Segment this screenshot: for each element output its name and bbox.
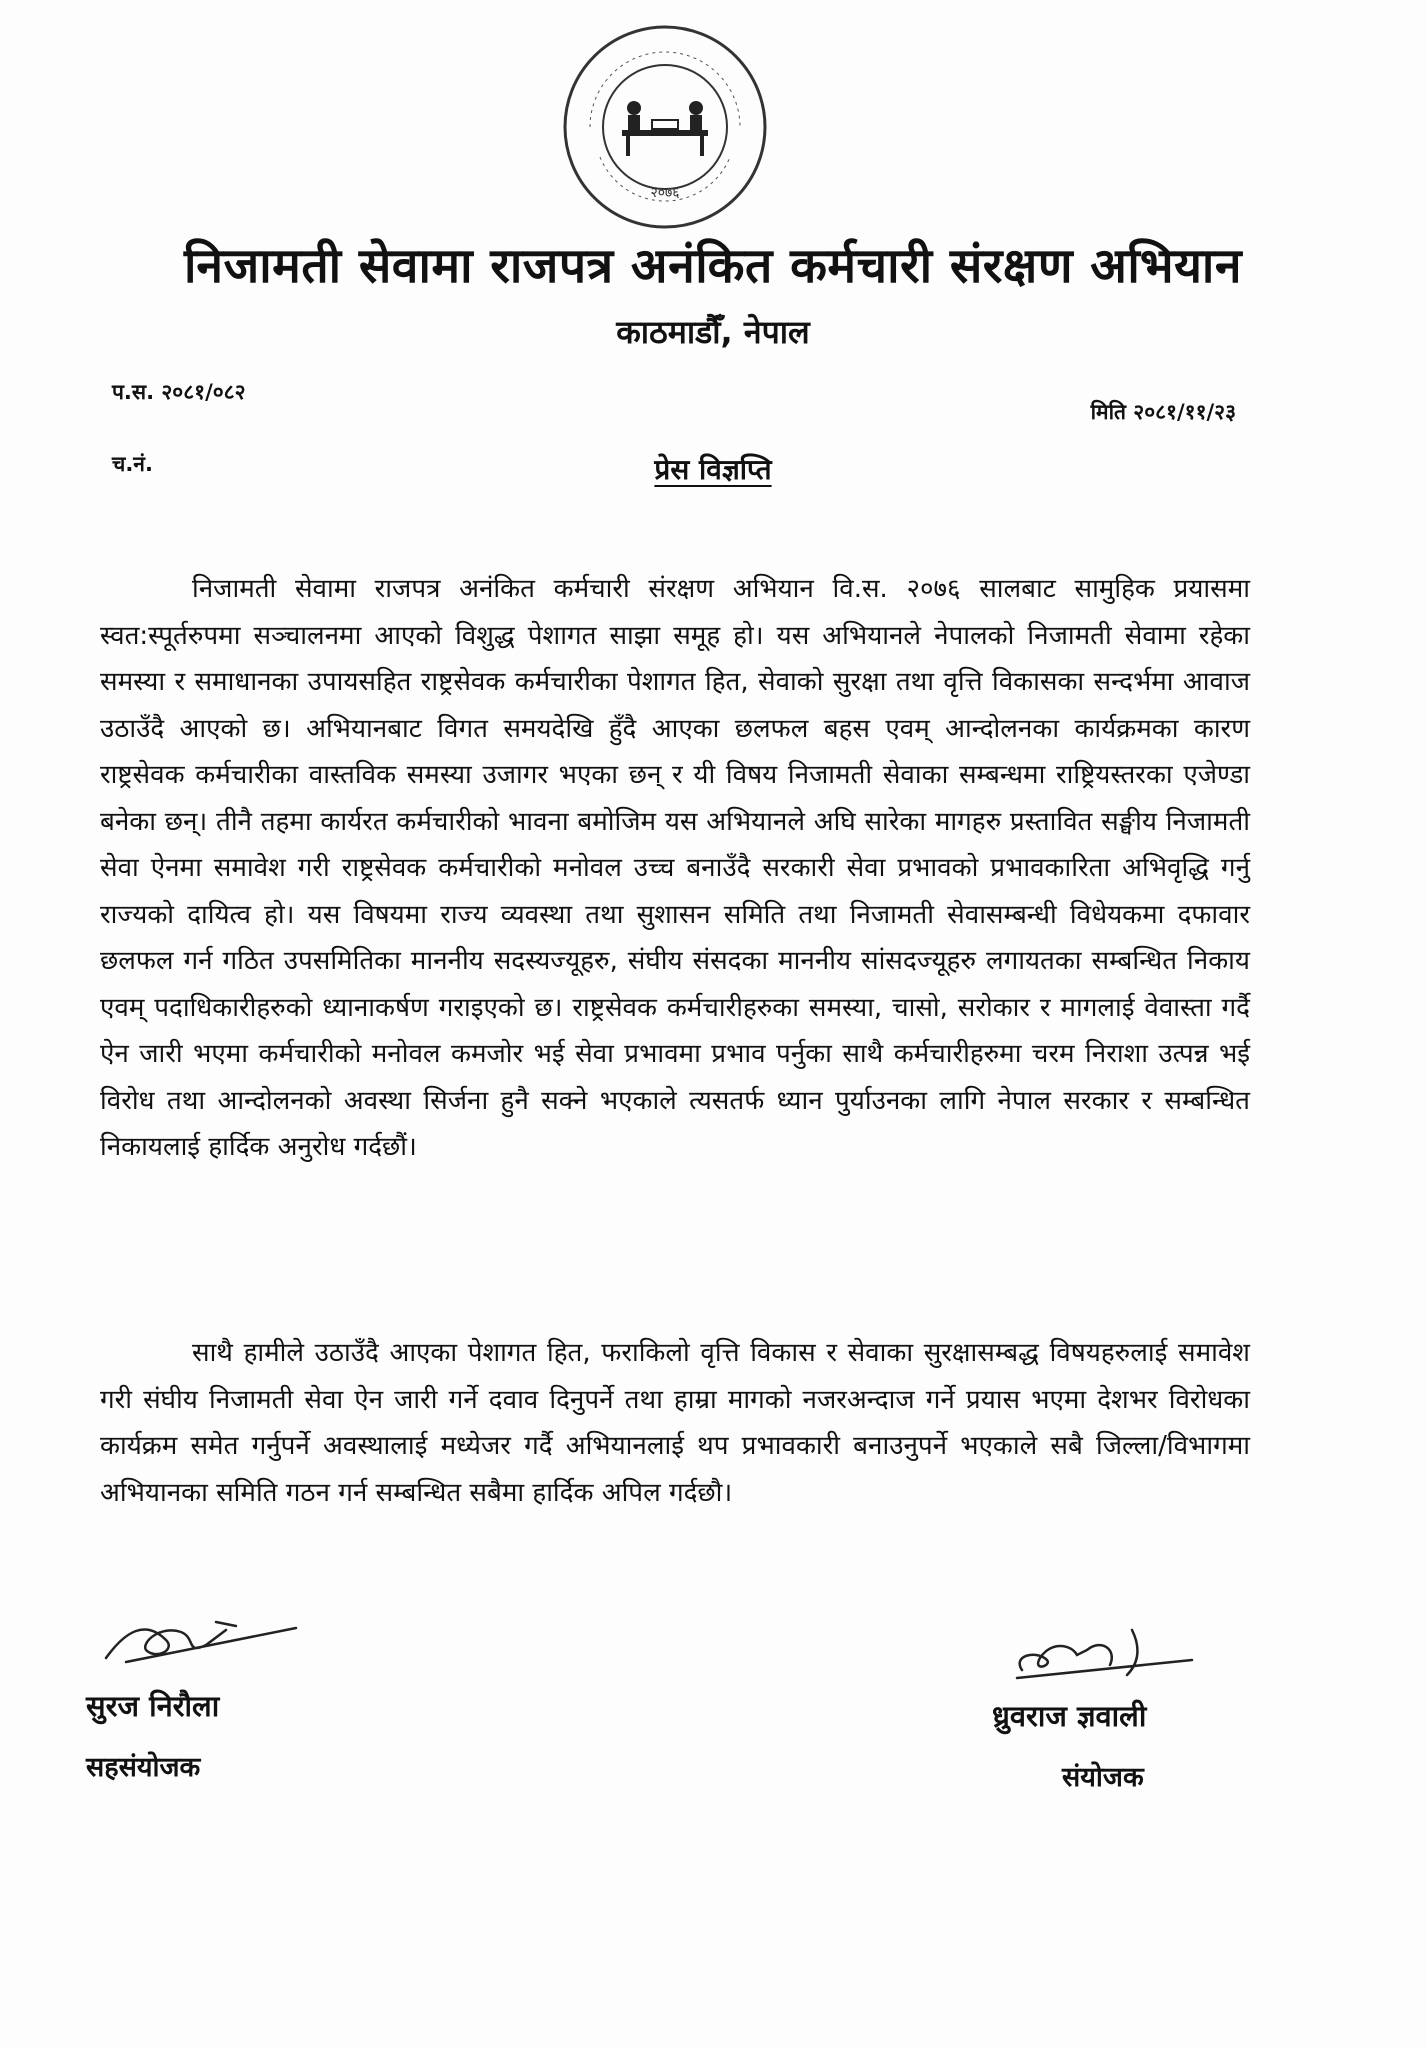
document-date: मिति २०८१/११/२३ — [1090, 400, 1236, 424]
signatory-name: ध्रुवराज ज्ञवाली — [992, 1699, 1147, 1733]
organization-seal — [560, 22, 770, 232]
body-paragraph: साथै हामीले उठाउँदै आएका पेशागत हित, फराकिलो वृत्ति विकास र सेवाका सुरक्षासम्बद्ध विषयहरुलाई समावेश गरी संघीय निजामती सेवा ऐन जारी गर्ने दवाव दिनुपर्ने तथा हाम्रा मागको नजरअन्दाज गर्ने प्रयास भएमा देशभर विरोधका कार्यक्रम समेत गर्नुपर्ने अवस्थालाई मध्येजर गर्दै अभियानलाई थप प्रभावकारी बनाउनुपर्ने भएकाले सबै जिल्ला/विभागमा अभियानका समिति गठन गर्न सम्बन्धित सबैमा हार्दिक अपिल गर्दछौ। — [100, 1338, 1250, 1508]
signatory-name: सुरज निरौला — [86, 1689, 220, 1723]
signatory-block — [86, 1600, 306, 1784]
dispatch-number: च.नं. — [112, 452, 153, 476]
document-heading — [0, 450, 1426, 488]
signatory-role: संयोजक — [1062, 1762, 1144, 1793]
organization-title: निजामती सेवामा राजपत्र अनंकित कर्मचारी संरक्षण अभियान — [184, 238, 1242, 294]
handwritten-signature — [992, 1610, 1212, 1690]
handwritten-signature — [86, 1600, 306, 1680]
body-paragraph: निजामती सेवामा राजपत्र अनंकित कर्मचारी संरक्षण अभियान वि.स. २०७६ सालबाट सामुहिक प्रयासमा स्वत:स्पूर्तरुपमा सञ्चालनमा आएको विशुद्ध पेशागत साझा समूह हो। यस अभियानले नेपालको निजामती सेवामा रहेका समस्या र समाधानका उपायसहित राष्ट्रसेवक कर्मचारीका पेशागत हित, सेवाको सुरक्षा तथा वृत्ति विकासका सन्दर्भमा आवाज उठाउँदै आएको छ। अभियानबाट विगत समयदेखि हुँदै आएका छलफल बहस एवम् आन्दोलनका कार्यक्रमका कारण राष्ट्रसेवक कर्मचारीका वास्तविक समस्या उजागर भएका छन् र यी विषय निजामती सेवाका सम्बन्धमा राष्ट्रियस्तरका एजेण्डा बनेका छन्। तीनै तहमा कार्यरत कर्मचारीको भावना बमोजिम यस अभियानले अघि सारेका मागहरु प्रस्तावित सङ्घीय निजामती सेवा ऐनमा समावेश गरी राष्ट्रसेवक कर्मचारीको मनोवल उच्च बनाउँदै सरकारी सेवा प्रभावको प्रभावकारिता अभिवृद्धि गर्नु राज्यको दायित्व हो। यस विषयमा राज्य व्यवस्था तथा सुशासन समिति तथा निजामती सेवासम्बन्धी विधेयकमा दफावार छलफल गर्न गठित उपसमितिका माननीय सदस्यज्यूहरु, संघीय संसदका माननीय सांसदज्यूहरु लगायतका सम्बन्धित निकाय एवम् पदाधिकारीहरुको ध्यानाकर्षण गराइएको छ। राष्ट्रसेवक कर्मचारीहरुका समस्या, चासो, सरोकार र मागलाई वेवास्ता गर्दै ऐन जारी भएमा कर्मचारीको मनोवल कमजोर भई सेवा प्रभावमा प्रभाव पर्नुका साथै कर्मचारीहरुमा चरम निराशा उत्पन्न भई विरोध तथा आन्दोलनको अवस्था सिर्जना हुनै सक्ने भएकाले त्यसतर्फ ध्यान पुर्याउनका लागि नेपाल सरकार र सम्बन्धित निकायलाई हार्दिक अनुरोध गर्दछौं। — [100, 574, 1250, 1162]
signatory-block — [992, 1610, 1212, 1794]
seal-year: २०७६ — [650, 185, 680, 201]
reference-number: प.स. २०८१/०८२ — [112, 380, 246, 404]
organization-location: काठमाडौँ, नेपाल — [616, 313, 810, 351]
signatory-role: सहसंयोजक — [86, 1752, 201, 1783]
heading-text: प्रेस विज्ञप्ति — [654, 453, 772, 486]
